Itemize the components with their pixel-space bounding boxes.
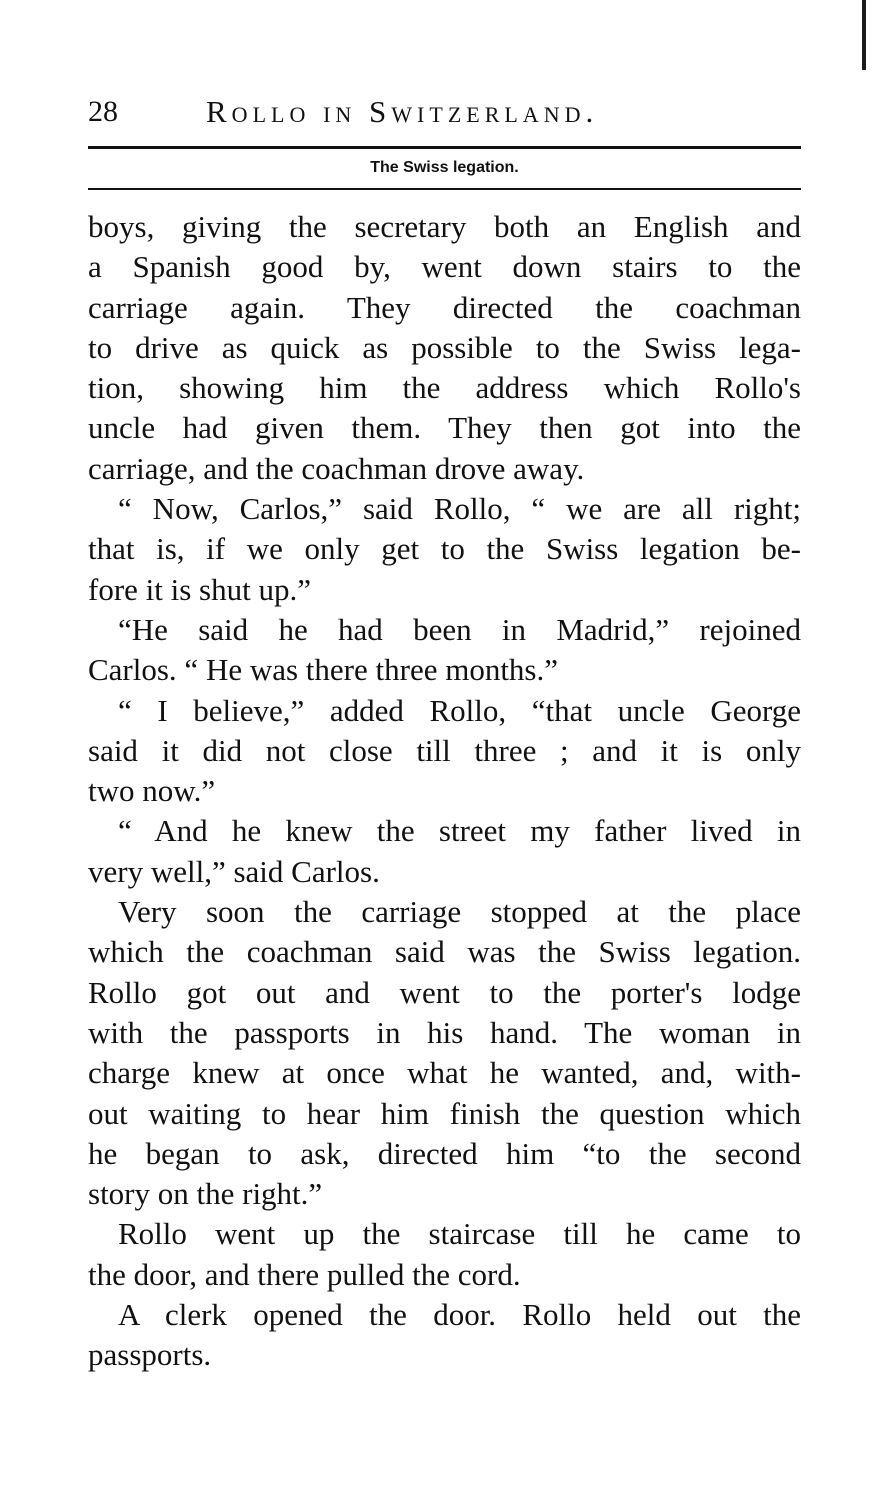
running-head: [88, 92, 803, 132]
text-line: carriage, and the coachman drove away.: [88, 450, 585, 486]
page-edge-mark: [862, 0, 866, 70]
text-line: “ Now, Carlos,” said Rollo, “ we are all right;: [118, 491, 801, 527]
text-line: Rollo got out and went to the porter's lodge: [88, 974, 801, 1010]
text-line: with the passports in his hand. The woman in: [88, 1014, 801, 1050]
text-line: “ And he knew the street my father lived in: [118, 813, 801, 849]
text-line: out waiting to hear him finish the question which: [88, 1095, 801, 1131]
text-line: boys, giving the secretary both an English and: [88, 209, 801, 244]
text-line: he began to ask, directed him “to the second: [88, 1135, 801, 1171]
text-line: A clerk opened the door. Rollo held out the: [118, 1297, 801, 1333]
body-text: [88, 207, 801, 1376]
text-line: story on the right.”: [88, 1176, 323, 1212]
text-line: Carlos. “ He was there three months.”: [88, 652, 559, 688]
text-line: the door, and there pulled the cord.: [88, 1256, 521, 1292]
text-line: said it did not close till three ; and it is only: [88, 732, 801, 768]
text-line: two now.”: [88, 773, 216, 809]
text-line: tion, showing him the address which Rollo's: [88, 370, 801, 406]
text-line: charge knew at once what he wanted, and, with-: [88, 1055, 801, 1091]
text-line: which the coachman said was the Swiss legation.: [88, 934, 801, 970]
book-title: Rollo in Switzerland.: [206, 94, 599, 129]
text-line: Very soon the carriage stopped at the place: [118, 894, 801, 930]
text-line: a Spanish good by, went down stairs to the: [88, 249, 801, 285]
text-line: to drive as quick as possible to the Swiss lega-: [88, 329, 801, 365]
text-line: Rollo went up the staircase till he came to: [118, 1216, 801, 1252]
text-line: “ I believe,” added Rollo, “that uncle George: [118, 692, 801, 728]
text-line: very well,” said Carlos.: [88, 853, 380, 889]
text-line: passports.: [88, 1337, 212, 1373]
text-line: “He said he had been in Madrid,” rejoined: [118, 611, 801, 647]
text-line: that is, if we only get to the Swiss legation be-: [88, 531, 801, 567]
header-rule-bottom: [88, 188, 801, 190]
header-rule-top: [88, 146, 801, 149]
page-number: 28: [88, 95, 118, 128]
text-line: carriage again. They directed the coachman: [88, 289, 801, 325]
text-line: uncle had given them. They then got into the: [88, 410, 801, 446]
section-caption: The Swiss legation.: [370, 159, 519, 176]
text-line: fore it is shut up.”: [88, 571, 311, 607]
